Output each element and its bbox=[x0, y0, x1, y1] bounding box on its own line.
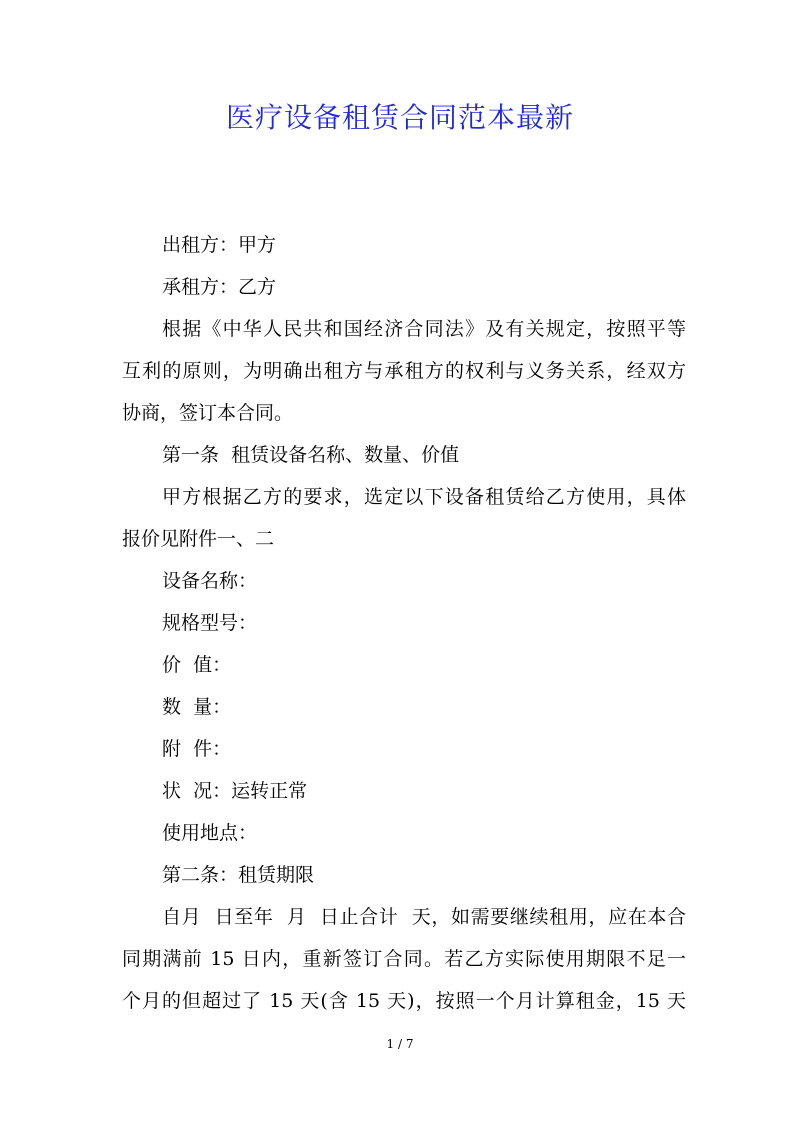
article-2-line-1: 自月 日至年 月 日止合计 天，如需要继续租用，应在本合 bbox=[162, 906, 686, 928]
page-indicator: 1 / 7 bbox=[386, 1037, 414, 1051]
article-1-line-1: 甲方根据乙方的要求，选定以下设备租赁给乙方使用，具体 bbox=[162, 486, 686, 508]
field-quantity: 数 量： bbox=[162, 696, 232, 718]
article-1-heading: 第一条 租赁设备名称、数量、价值 bbox=[162, 444, 460, 466]
intro-line-2: 互利的原则，为明确出租方与承租方的权利与义务关系，经双方 bbox=[122, 360, 686, 382]
lessor-line: 出租方：甲方 bbox=[162, 234, 277, 256]
field-value: 价 值： bbox=[162, 654, 232, 676]
intro-line-3: 协商，签订本合同。 bbox=[122, 402, 294, 424]
field-status: 状 况：运转正常 bbox=[162, 780, 308, 802]
field-accessory: 附 件： bbox=[162, 738, 232, 760]
article-2-heading: 第二条：租赁期限 bbox=[162, 864, 315, 886]
field-model: 规格型号： bbox=[162, 612, 258, 634]
document-title: 医疗设备租赁合同范本最新 bbox=[225, 101, 574, 134]
document-body bbox=[122, 224, 686, 1022]
lessee-line: 承租方：乙方 bbox=[162, 276, 277, 298]
intro-line-1: 根据《中华人民共和国经济合同法》及有关规定，按照平等 bbox=[162, 318, 686, 340]
article-2-line-3: 个月的但超过了 15 天(含 15 天)，按照一个月计算租金，15 天 bbox=[122, 990, 686, 1012]
field-location: 使用地点： bbox=[162, 822, 258, 844]
field-equipment-name: 设备名称： bbox=[162, 570, 258, 592]
article-1-line-2: 报价见附件一、二 bbox=[122, 528, 275, 550]
article-2-line-2: 同期满前 15 日内，重新签订合同。若乙方实际使用期限不足一 bbox=[122, 948, 686, 970]
